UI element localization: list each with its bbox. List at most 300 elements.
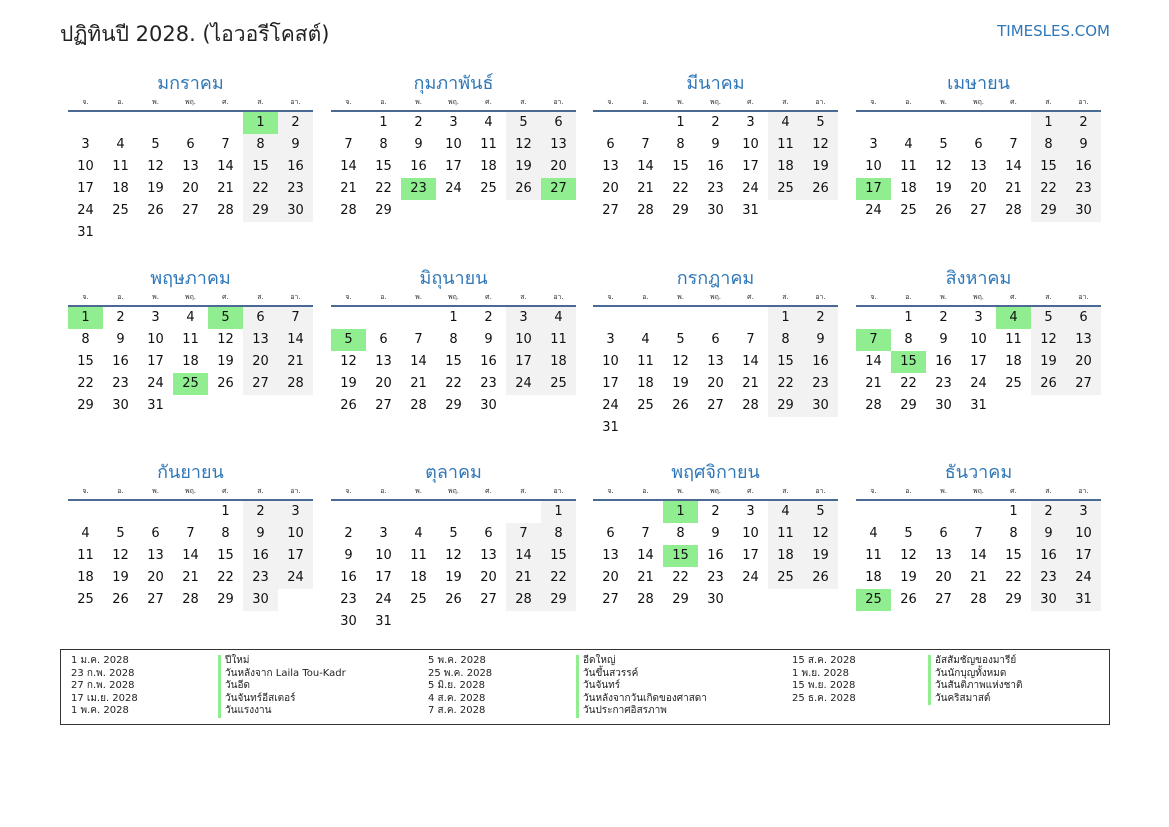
holiday-day: 1 — [663, 501, 698, 523]
day-cell: 18 — [900, 181, 917, 196]
day-cell: 21 — [1005, 181, 1022, 196]
day-cell: 10 — [970, 332, 987, 347]
empty-cell — [961, 501, 996, 523]
day-cell: 30 — [340, 614, 357, 629]
day-cell: 10 — [278, 523, 313, 545]
weekday-label: พ. — [152, 293, 159, 301]
day-cell: 4 — [768, 501, 803, 523]
day-cell: 1 — [449, 310, 458, 325]
day-cell: 19 — [445, 570, 462, 585]
empty-cell — [331, 501, 366, 523]
day-cell: 7 — [221, 137, 230, 152]
day-cell: 11 — [182, 332, 199, 347]
weekday-header — [331, 485, 576, 501]
month-name: มิถุนายน — [419, 268, 488, 289]
day-cell: 26 — [1031, 373, 1066, 395]
day-cell: 9 — [116, 332, 125, 347]
legend-date: 7 ส.ค. 2028 — [428, 705, 486, 716]
day-cell: 29 — [541, 589, 576, 611]
weekday-label: อ. — [117, 293, 124, 301]
month-4 — [856, 72, 1101, 222]
day-cell: 21 — [637, 181, 654, 196]
day-cell: 8 — [243, 134, 278, 156]
day-cell: 12 — [935, 159, 952, 174]
day-cell: 29 — [1005, 592, 1022, 607]
day-cell: 19 — [217, 354, 234, 369]
day-cell: 28 — [182, 592, 199, 607]
day-grid — [68, 112, 313, 244]
day-cell: 16 — [243, 545, 278, 567]
day-cell: 22 — [1031, 178, 1066, 200]
day-cell: 12 — [803, 134, 838, 156]
day-cell: 10 — [1066, 523, 1101, 545]
empty-cell — [208, 112, 243, 134]
legend-holiday-name: วันแรงงาน — [218, 705, 418, 718]
day-cell: 24 — [375, 592, 392, 607]
day-cell: 1 — [379, 115, 388, 130]
day-cell: 15 — [77, 354, 94, 369]
day-cell: 27 — [147, 592, 164, 607]
legend-holiday-name: วันจันทร์ — [576, 680, 776, 693]
day-cell: 15 — [672, 159, 689, 174]
day-cell: 12 — [445, 548, 462, 563]
day-cell: 29 — [1031, 200, 1066, 222]
weekday-label: พ. — [152, 487, 159, 495]
day-cell: 24 — [970, 376, 987, 391]
day-cell: 11 — [541, 329, 576, 351]
weekday-label: ส. — [257, 487, 264, 495]
weekday-header — [856, 485, 1101, 501]
empty-cell — [891, 501, 926, 523]
day-cell: 26 — [217, 376, 234, 391]
legend-date: 4 ส.ค. 2028 — [428, 692, 486, 704]
month-8 — [856, 267, 1101, 417]
weekday-label: จ. — [82, 98, 89, 106]
day-cell: 27 — [970, 203, 987, 218]
day-cell: 14 — [217, 159, 234, 174]
day-cell: 10 — [147, 332, 164, 347]
day-cell: 2 — [1031, 501, 1066, 523]
day-cell: 14 — [637, 159, 654, 174]
day-cell: 10 — [742, 526, 759, 541]
day-grid — [856, 112, 1101, 222]
day-cell: 17 — [1066, 545, 1101, 567]
legend-holiday-name: วันขึ้นสวรรค์ — [576, 668, 776, 681]
site-link[interactable]: TIMESLES.COM — [997, 22, 1110, 40]
day-cell: 30 — [935, 398, 952, 413]
day-grid — [331, 112, 576, 222]
holiday-day: 23 — [401, 178, 436, 200]
legend-names-col-2 — [576, 655, 776, 718]
day-cell: 25 — [900, 203, 917, 218]
weekday-label: อ. — [380, 487, 387, 495]
day-cell: 28 — [410, 398, 427, 413]
weekday-label: ศ. — [485, 98, 492, 106]
day-cell: 15 — [243, 156, 278, 178]
day-cell: 22 — [217, 570, 234, 585]
day-cell: 24 — [147, 376, 164, 391]
day-cell: 22 — [77, 376, 94, 391]
month-12 — [856, 461, 1101, 611]
weekday-header — [856, 291, 1101, 307]
legend-names-col-3 — [928, 655, 1098, 705]
day-cell: 5 — [939, 137, 948, 152]
weekday-label: พฤ. — [709, 293, 722, 301]
day-cell: 28 — [970, 592, 987, 607]
day-cell: 29 — [217, 592, 234, 607]
weekday-label: ศ. — [747, 98, 754, 106]
day-cell: 9 — [1066, 134, 1101, 156]
day-cell: 22 — [445, 376, 462, 391]
empty-cell — [68, 501, 103, 523]
holiday-day: 1 — [243, 112, 278, 134]
empty-cell — [436, 501, 471, 523]
weekday-label: อา. — [815, 487, 826, 495]
day-cell: 3 — [278, 501, 313, 523]
day-cell: 24 — [742, 181, 759, 196]
day-cell: 12 — [506, 134, 541, 156]
day-cell: 27 — [602, 592, 619, 607]
day-cell: 20 — [243, 351, 278, 373]
day-cell: 9 — [1031, 523, 1066, 545]
weekday-label: ศ. — [222, 487, 229, 495]
day-cell: 30 — [243, 589, 278, 611]
day-cell: 24 — [1066, 567, 1101, 589]
weekday-label: ส. — [782, 293, 789, 301]
day-cell: 30 — [480, 398, 497, 413]
legend-date: 1 ม.ค. 2028 — [71, 655, 129, 666]
day-cell: 4 — [484, 115, 493, 130]
weekday-label: พฤ. — [972, 487, 985, 495]
day-cell: 19 — [803, 545, 838, 567]
day-cell: 13 — [602, 159, 619, 174]
day-cell: 24 — [77, 203, 94, 218]
day-cell: 30 — [278, 200, 313, 222]
holiday-day: 15 — [663, 545, 698, 567]
day-cell: 24 — [865, 203, 882, 218]
weekday-label: อ. — [380, 98, 387, 106]
day-cell: 27 — [243, 373, 278, 395]
day-cell: 16 — [707, 159, 724, 174]
day-cell: 23 — [112, 376, 129, 391]
weekday-label: พ. — [415, 487, 422, 495]
day-cell: 6 — [711, 332, 720, 347]
day-cell: 12 — [803, 523, 838, 545]
empty-cell — [331, 112, 366, 134]
weekday-label: อ. — [642, 98, 649, 106]
empty-cell — [68, 112, 103, 134]
weekday-header — [856, 96, 1101, 112]
weekday-label: พ. — [152, 98, 159, 106]
weekday-label: จ. — [345, 98, 352, 106]
day-cell: 15 — [1031, 156, 1066, 178]
weekday-label: อ. — [905, 487, 912, 495]
weekday-header — [331, 291, 576, 307]
legend-date: 15 พ.ย. 2028 — [792, 680, 856, 691]
day-grid — [331, 501, 576, 633]
legend-holiday-name: อีดใหญ่ — [576, 655, 776, 668]
day-grid — [593, 501, 838, 611]
day-cell: 14 — [970, 548, 987, 563]
day-cell: 3 — [746, 504, 755, 519]
day-cell: 4 — [81, 526, 90, 541]
weekday-label: ส. — [782, 487, 789, 495]
day-cell: 21 — [506, 567, 541, 589]
legend-date: 25 ธ.ค. 2028 — [792, 692, 856, 704]
empty-cell — [366, 307, 401, 329]
day-cell: 24 — [506, 373, 541, 395]
month-3 — [593, 72, 838, 222]
holiday-day: 5 — [208, 307, 243, 329]
day-cell: 5 — [506, 112, 541, 134]
empty-cell — [891, 112, 926, 134]
day-cell: 3 — [606, 332, 615, 347]
day-cell: 11 — [768, 134, 803, 156]
day-cell: 18 — [637, 376, 654, 391]
day-cell: 5 — [116, 526, 125, 541]
weekday-label: จ. — [82, 487, 89, 495]
day-cell: 27 — [707, 398, 724, 413]
day-cell: 6 — [606, 137, 615, 152]
day-cell: 22 — [900, 376, 917, 391]
empty-cell — [996, 112, 1031, 134]
day-cell: 4 — [904, 137, 913, 152]
empty-cell — [628, 112, 663, 134]
weekday-label: พ. — [677, 98, 684, 106]
day-cell: 20 — [602, 181, 619, 196]
empty-cell — [698, 307, 733, 329]
day-cell: 11 — [480, 137, 497, 152]
day-cell: 7 — [641, 526, 650, 541]
weekday-label: พฤ. — [184, 293, 197, 301]
day-cell: 16 — [803, 351, 838, 373]
legend-holiday-name: ปีใหม่ — [218, 655, 418, 668]
day-cell: 31 — [742, 203, 759, 218]
empty-cell — [471, 501, 506, 523]
weekday-label: พฤ. — [447, 487, 460, 495]
weekday-label: จ. — [870, 487, 877, 495]
empty-cell — [593, 112, 628, 134]
month-1 — [68, 72, 313, 244]
day-cell: 2 — [939, 310, 948, 325]
weekday-label: อา. — [1078, 293, 1089, 301]
empty-cell — [663, 307, 698, 329]
day-cell: 25 — [1005, 376, 1022, 391]
weekday-label: พฤ. — [972, 293, 985, 301]
day-cell: 14 — [637, 548, 654, 563]
weekday-label: จ. — [607, 98, 614, 106]
weekday-label: ศ. — [485, 293, 492, 301]
day-cell: 19 — [935, 181, 952, 196]
day-cell: 17 — [602, 376, 619, 391]
legend-holiday-name: วันจันทร์อีสเตอร์ — [218, 693, 418, 706]
day-cell: 1 — [1009, 504, 1018, 519]
legend-date: 23 ก.พ. 2028 — [71, 667, 135, 679]
month-5 — [68, 267, 313, 417]
day-cell: 6 — [243, 307, 278, 329]
day-cell: 23 — [243, 567, 278, 589]
day-cell: 22 — [768, 373, 803, 395]
month-10 — [331, 461, 576, 633]
weekday-label: จ. — [607, 487, 614, 495]
day-cell: 23 — [1031, 567, 1066, 589]
day-cell: 3 — [974, 310, 983, 325]
weekday-label: ศ. — [747, 487, 754, 495]
day-cell: 21 — [217, 181, 234, 196]
day-cell: 25 — [768, 567, 803, 589]
holiday-day: 5 — [331, 329, 366, 351]
legend-holiday-name: วันอีด — [218, 680, 418, 693]
day-cell: 14 — [742, 354, 759, 369]
month-name: ธันวาคม — [944, 462, 1013, 483]
day-cell: 16 — [480, 354, 497, 369]
weekday-label: พ. — [940, 487, 947, 495]
day-cell: 31 — [970, 398, 987, 413]
day-cell: 11 — [410, 548, 427, 563]
weekday-label: พฤ. — [972, 98, 985, 106]
day-cell: 29 — [77, 398, 94, 413]
day-cell: 27 — [375, 398, 392, 413]
day-cell: 4 — [541, 307, 576, 329]
day-cell: 8 — [676, 137, 685, 152]
weekday-header — [68, 291, 313, 307]
weekday-label: พ. — [940, 293, 947, 301]
day-cell: 28 — [217, 203, 234, 218]
day-cell: 1 — [1031, 112, 1066, 134]
month-name: เมษายน — [947, 73, 1010, 94]
month-name: มีนาคม — [686, 73, 745, 94]
day-cell: 27 — [182, 203, 199, 218]
day-cell: 28 — [278, 373, 313, 395]
day-cell: 9 — [243, 523, 278, 545]
day-cell: 4 — [641, 332, 650, 347]
holiday-day: 27 — [541, 178, 576, 200]
day-cell: 8 — [541, 523, 576, 545]
day-cell: 22 — [1005, 570, 1022, 585]
weekday-header — [593, 96, 838, 112]
holiday-day: 1 — [68, 307, 103, 329]
day-cell: 15 — [217, 548, 234, 563]
day-cell: 25 — [480, 181, 497, 196]
day-cell: 13 — [935, 548, 952, 563]
weekday-label: พฤ. — [447, 98, 460, 106]
day-cell: 18 — [541, 351, 576, 373]
day-cell: 16 — [340, 570, 357, 585]
day-cell: 22 — [243, 178, 278, 200]
day-cell: 28 — [742, 398, 759, 413]
day-cell: 12 — [672, 354, 689, 369]
day-cell: 21 — [637, 570, 654, 585]
legend-holiday-name: วันนักบุญทั้งหมด — [928, 668, 1098, 681]
day-cell: 13 — [480, 548, 497, 563]
day-cell: 2 — [711, 115, 720, 130]
day-cell: 6 — [379, 332, 388, 347]
day-cell: 16 — [112, 354, 129, 369]
empty-cell — [856, 112, 891, 134]
empty-cell — [103, 112, 138, 134]
day-cell: 8 — [904, 332, 913, 347]
day-cell: 7 — [641, 137, 650, 152]
legend-date: 15 ส.ค. 2028 — [792, 655, 856, 666]
day-cell: 13 — [182, 159, 199, 174]
day-cell: 18 — [112, 181, 129, 196]
day-cell: 5 — [151, 137, 160, 152]
day-cell: 31 — [147, 398, 164, 413]
day-cell: 26 — [803, 178, 838, 200]
day-cell: 3 — [449, 115, 458, 130]
day-cell: 28 — [865, 398, 882, 413]
weekday-label: พฤ. — [447, 293, 460, 301]
day-cell: 29 — [375, 203, 392, 218]
weekday-label: ส. — [520, 293, 527, 301]
day-cell: 31 — [77, 225, 94, 240]
weekday-label: ศ. — [222, 293, 229, 301]
day-cell: 10 — [445, 137, 462, 152]
day-cell: 29 — [672, 203, 689, 218]
day-cell: 3 — [81, 137, 90, 152]
day-cell: 26 — [445, 592, 462, 607]
legend-dates-col-3 — [792, 655, 932, 705]
weekday-label: อา. — [815, 293, 826, 301]
day-cell: 6 — [484, 526, 493, 541]
weekday-label: พ. — [415, 98, 422, 106]
day-cell: 12 — [112, 548, 129, 563]
day-cell: 18 — [182, 354, 199, 369]
weekday-label: พฤ. — [184, 487, 197, 495]
empty-cell — [593, 307, 628, 329]
day-cell: 17 — [147, 354, 164, 369]
day-cell: 6 — [541, 112, 576, 134]
day-cell: 25 — [77, 592, 94, 607]
day-cell: 28 — [340, 203, 357, 218]
weekday-header — [593, 291, 838, 307]
day-cell: 9 — [278, 134, 313, 156]
day-cell: 3 — [379, 526, 388, 541]
day-cell: 15 — [375, 159, 392, 174]
legend-date: 5 มิ.ย. 2028 — [428, 680, 485, 691]
weekday-label: อา. — [290, 98, 301, 106]
empty-cell — [173, 112, 208, 134]
empty-cell — [926, 501, 961, 523]
day-cell: 8 — [81, 332, 90, 347]
day-cell: 15 — [445, 354, 462, 369]
day-cell: 9 — [939, 332, 948, 347]
day-cell: 24 — [742, 570, 759, 585]
day-cell: 22 — [672, 570, 689, 585]
weekday-header — [68, 96, 313, 112]
day-cell: 12 — [340, 354, 357, 369]
day-cell: 21 — [182, 570, 199, 585]
weekday-label: จ. — [345, 293, 352, 301]
day-cell: 24 — [278, 567, 313, 589]
day-cell: 20 — [602, 570, 619, 585]
day-cell: 12 — [217, 332, 234, 347]
month-name: มกราคม — [157, 73, 224, 94]
day-cell: 23 — [480, 376, 497, 391]
month-7 — [593, 267, 838, 439]
day-cell: 7 — [1009, 137, 1018, 152]
day-cell: 13 — [970, 159, 987, 174]
empty-cell — [628, 307, 663, 329]
day-cell: 4 — [869, 526, 878, 541]
month-name: กันยายน — [157, 462, 224, 483]
day-cell: 8 — [1009, 526, 1018, 541]
day-cell: 26 — [935, 203, 952, 218]
legend-date: 1 พ.ค. 2028 — [71, 705, 129, 716]
day-cell: 14 — [410, 354, 427, 369]
holiday-day: 25 — [856, 589, 891, 611]
day-cell: 18 — [768, 545, 803, 567]
